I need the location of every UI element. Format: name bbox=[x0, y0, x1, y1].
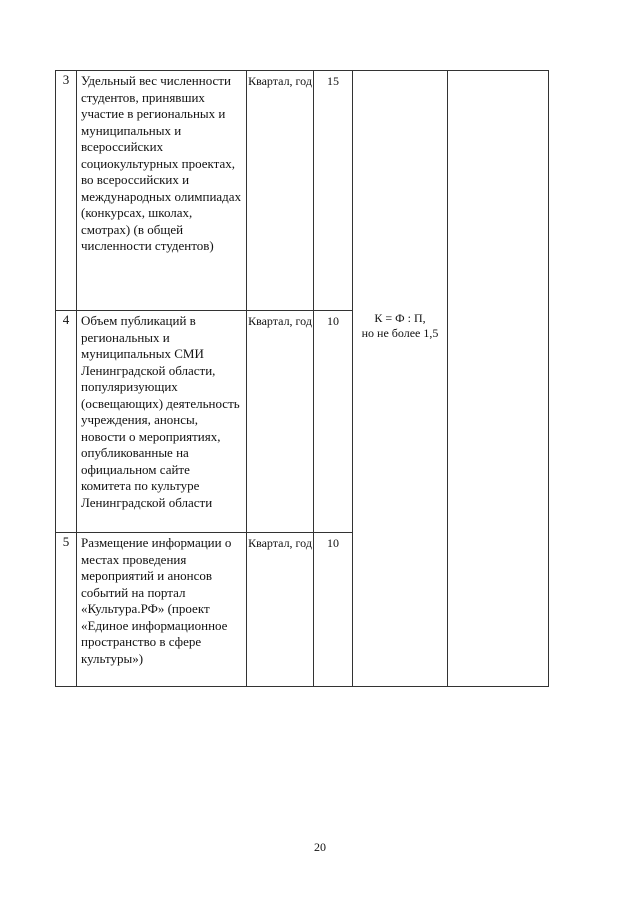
empty-column-cell bbox=[448, 71, 549, 687]
indicators-table bbox=[55, 70, 542, 680]
formula-content bbox=[353, 71, 447, 341]
indicator-name-text: Удельный вес численности студентов, принявших участие в региональных и муниципальных и всероссийских социокультурных проектах, во всероссийских и международных олимпиадах (конкурсах, школах, смотрах) (в общей численности студентов) bbox=[81, 73, 242, 253]
indicator-weight: 10 bbox=[314, 533, 353, 687]
indicator-name bbox=[77, 71, 247, 311]
formula-line-1: К = Ф : П, bbox=[374, 311, 426, 325]
formula-line-2: но не более 1,5 bbox=[361, 326, 439, 340]
indicator-name bbox=[77, 311, 247, 533]
row-number: 5 bbox=[56, 533, 77, 687]
row-number: 3 bbox=[56, 71, 77, 311]
formula-cell bbox=[353, 71, 448, 687]
page-number: 20 bbox=[314, 840, 326, 854]
indicator-name-text: Размещение информации о местах проведения мероприятий и анонсов событий на портал «Культура.РФ» (проект «Единое информационное пространство в сфере культуры») bbox=[81, 535, 232, 666]
reporting-period: Квартал, год bbox=[247, 311, 314, 533]
indicator-name-text: Объем публикаций в региональных и муниципальных СМИ Ленинградской области, популяризующих (освещающих) деятельность учреждения, анонсы, новости о мероприятиях, опубликованные на официальном сайте комитета по культуре Ленинградской области bbox=[81, 313, 240, 510]
reporting-period: Квартал, год bbox=[247, 71, 314, 311]
indicator-weight: 15 bbox=[314, 71, 353, 311]
row-number: 4 bbox=[56, 311, 77, 533]
indicator-weight: 10 bbox=[314, 311, 353, 533]
reporting-period: Квартал, год bbox=[247, 533, 314, 687]
indicators-table-grid bbox=[55, 70, 549, 687]
table-row bbox=[56, 71, 549, 311]
indicator-name bbox=[77, 533, 247, 687]
